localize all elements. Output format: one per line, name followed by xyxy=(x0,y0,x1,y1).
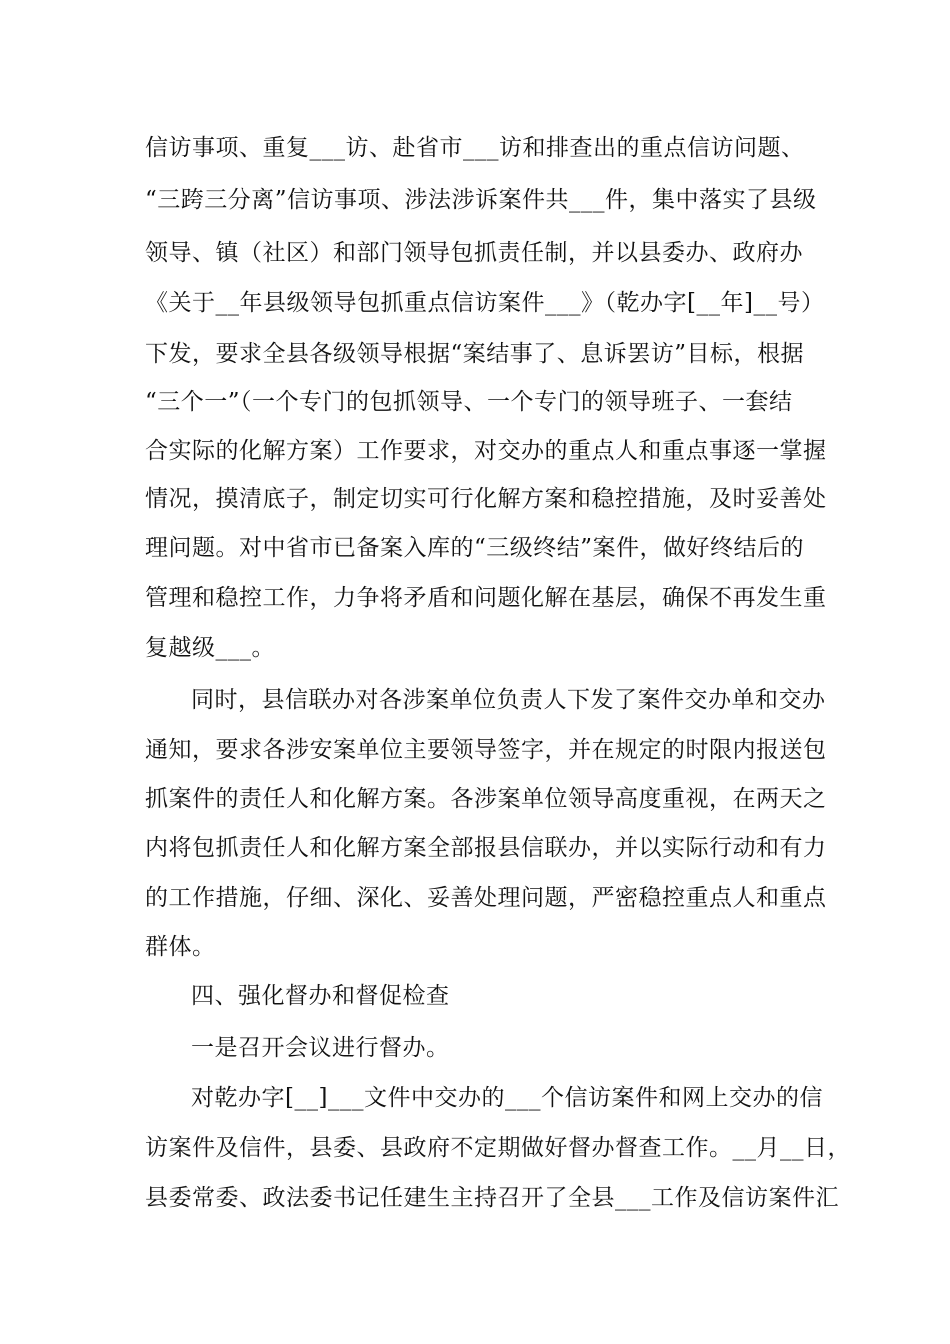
text-line: 通知，要求各涉安案单位主要领导签字，并在规定的时限内报送包 xyxy=(145,737,827,763)
text-line: 群体。 xyxy=(145,934,216,960)
text-line: 《关于__年县级领导包抓重点信访案件___》（乾办字[__年]__号） xyxy=(145,290,825,316)
subsection-heading: 一是召开会议进行督办。 xyxy=(191,1035,450,1061)
text-line: “三跨三分离”信访事项、涉法涉诉案件共___件，集中落实了县级 xyxy=(145,187,817,213)
text-line: 下发，要求全县各级领导根据“案结事了、息诉罢访”目标，根据 xyxy=(145,341,805,367)
text-line: 复越级___。 xyxy=(145,635,275,661)
text-line: 县委常委、政法委书记任建生主持召开了全县___工作及信访案件汇 xyxy=(145,1185,839,1211)
text-line: 信访事项、重复___访、赴省市___访和排查出的重点信访问题、 xyxy=(145,135,805,161)
text-line: 情况，摸清底子，制定切实可行化解方案和稳控措施，及时妥善处 xyxy=(145,486,827,512)
text-line: 领导、镇（社区）和部门领导包抓责任制，并以县委办、政府办 xyxy=(145,240,803,266)
text-line: 合实际的化解方案）工作要求，对交办的重点人和重点事逐一掌握 xyxy=(145,438,827,464)
paragraph-first-line: 对乾办字[__]___文件中交办的___个信访案件和网上交办的信 xyxy=(191,1085,823,1111)
text-line: 理问题。对中省市已备案入库的“三级终结”案件，做好终结后的 xyxy=(145,535,805,561)
section-heading: 四、强化督办和督促检查 xyxy=(191,983,450,1009)
text-line: 访案件及信件，县委、县政府不定期做好督办督查工作。__月__日， xyxy=(145,1135,851,1161)
text-line: 内将包抓责任人和化解方案全部报县信联办，并以实际行动和有力 xyxy=(145,835,827,861)
text-line: “三个一”（一个专门的包抓领导、一个专门的领导班子、一套结 xyxy=(145,389,793,415)
paragraph-first-line: 同时，县信联办对各涉案单位负责人下发了案件交办单和交办 xyxy=(191,687,826,713)
text-line: 抓案件的责任人和化解方案。各涉案单位领导高度重视，在两天之 xyxy=(145,786,827,812)
text-line: 管理和稳控工作，力争将矛盾和问题化解在基层，确保不再发生重 xyxy=(145,585,827,611)
text-line: 的工作措施，仔细、深化、妥善处理问题，严密稳控重点人和重点 xyxy=(145,885,827,911)
